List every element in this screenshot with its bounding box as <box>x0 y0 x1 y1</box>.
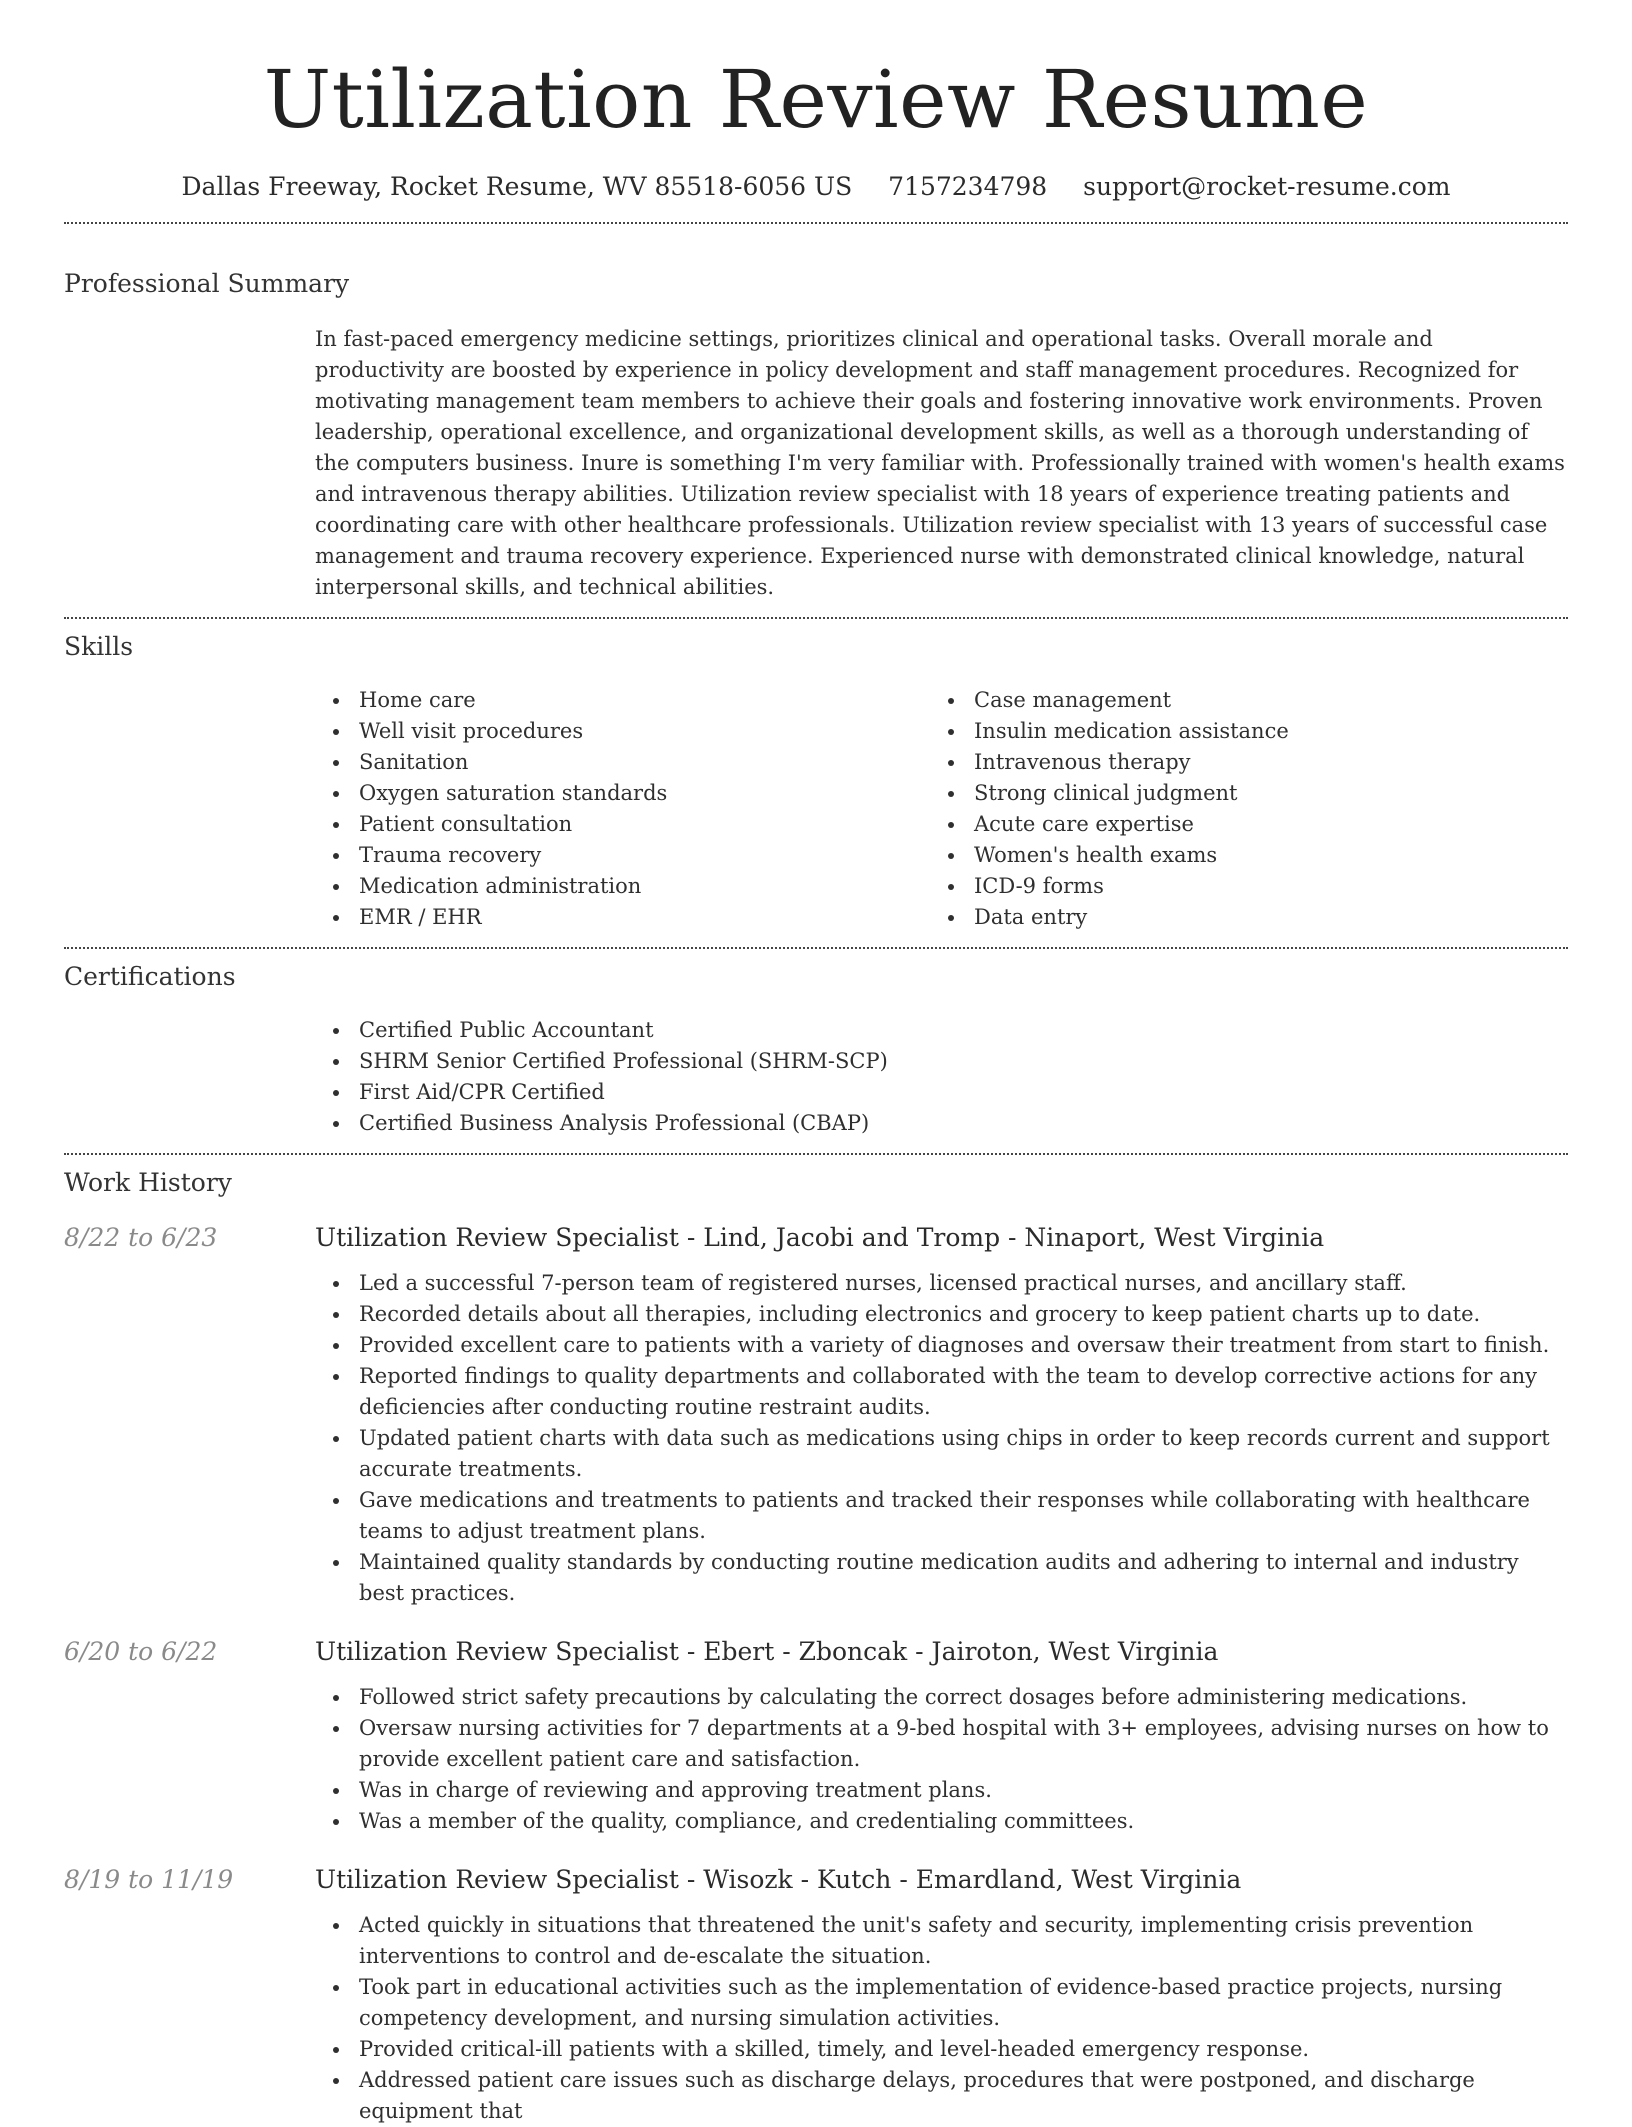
job-bullets <box>315 1268 1568 1609</box>
certifications-list <box>315 1015 1568 1139</box>
job-dates: 8/22 to 6/23 <box>64 1223 218 1252</box>
certifications-heading: Certifications <box>64 962 236 991</box>
skills-list-right <box>930 685 1545 933</box>
job-entry <box>64 1221 1568 1609</box>
skill-item: Women's health exams <box>930 840 1545 871</box>
skill-item: Case management <box>930 685 1545 716</box>
job-bullet: Was in charge of reviewing and approving treatment plans. <box>315 1775 1568 1806</box>
job-title: Utilization Review Specialist - Wisozk - Kutch - Emardland, West Virginia <box>315 1865 1242 1894</box>
job-bullet: Took part in educational activities such as the implementation of evidence-based practice projects, nursing competency development, and nursing simulation activities. <box>315 1972 1568 2034</box>
job-entry <box>64 1635 1568 1837</box>
summary-content <box>315 324 1568 603</box>
resume-page <box>64 0 1568 2127</box>
job-bullet: Gave medications and treatments to patients and tracked their responses while collaborating with healthcare teams to adjust treatment plans. <box>315 1485 1568 1547</box>
skill-item: Trauma recovery <box>315 840 930 871</box>
skills-heading: Skills <box>64 632 134 661</box>
certifications-content <box>315 1015 1568 1139</box>
resume-title: Utilization Review Resume <box>263 53 1369 146</box>
skill-item: ICD-9 forms <box>930 871 1545 902</box>
skills-grid <box>315 685 1568 933</box>
skill-item: Patient consultation <box>315 809 930 840</box>
skills-column-left <box>315 685 930 933</box>
job-entry <box>64 1863 1568 2127</box>
summary-section <box>64 224 1568 603</box>
skills-column-right <box>930 685 1545 933</box>
job-bullet: Updated patient charts with data such as medications using chips in order to keep records current and support accurate treatments. <box>315 1423 1568 1485</box>
skill-item: Acute care expertise <box>930 809 1545 840</box>
skill-item: Sanitation <box>315 747 930 778</box>
job-bullet: Was a member of the quality, compliance, and credentialing committees. <box>315 1806 1568 1837</box>
skill-item: Intravenous therapy <box>930 747 1545 778</box>
job-bullet: Followed strict safety precautions by calculating the correct dosages before administering medications. <box>315 1682 1568 1713</box>
job-title: Utilization Review Specialist - Lind, Jacobi and Tromp - Ninaport, West Virginia <box>315 1223 1325 1252</box>
job-bullet: Oversaw nursing activities for 7 departments at a 9-bed hospital with 3+ employees, advising nurses on how to provide excellent patient care and satisfaction. <box>315 1713 1568 1775</box>
contact-email: support@rocket-resume.com <box>1083 172 1451 201</box>
certification-item: Certified Public Accountant <box>315 1015 1568 1046</box>
summary-heading: Professional Summary <box>64 269 350 298</box>
job-content <box>315 1910 1568 2127</box>
job-bullet: Provided critical-ill patients with a skilled, timely, and level-headed emergency response. <box>315 2034 1568 2065</box>
job-bullet: Reported findings to quality departments and collaborated with the team to develop corrective actions for any deficiencies after conducting routine restraint audits. <box>315 1361 1568 1423</box>
job-bullet: Acted quickly in situations that threatened the unit's safety and security, implementing crisis prevention interventions to control and de-escalate the situation. <box>315 1910 1568 1972</box>
summary-text: In fast-paced emergency medicine settings, prioritizes clinical and operational tasks. Overall morale and productivity are boosted by experience in policy development and staff management procedures. Recognized for motivating management team members to achieve their goals and fostering innovative work environments. Proven leadership, operational excellence, and organizational development skills, as well as a thorough understanding of the computers business. Inure is something I'm very familiar with. Professionally trained with women's health exams and intravenous therapy abilities. Utilization review specialist with 18 years of experience treating patients and coordinating care with other healthcare professionals. Utilization review specialist with 13 years of successful case management and trauma recovery experience. Experienced nurse with demonstrated clinical knowledge, natural interpersonal skills, and technical abilities. <box>315 327 1565 599</box>
job-bullets <box>315 1910 1568 2127</box>
skill-item: Strong clinical judgment <box>930 778 1545 809</box>
certification-item: Certified Business Analysis Professional (CBAP) <box>315 1108 1568 1139</box>
skill-item: Oxygen saturation standards <box>315 778 930 809</box>
job-bullet: Provided excellent care to patients with a variety of diagnoses and oversaw their treatment from start to finish. <box>315 1330 1568 1361</box>
skill-item: Insulin medication assistance <box>930 716 1545 747</box>
skill-item: Data entry <box>930 902 1545 933</box>
skills-section <box>64 619 1568 933</box>
skill-item: Medication administration <box>315 871 930 902</box>
job-bullets <box>315 1682 1568 1837</box>
job-content <box>315 1268 1568 1609</box>
job-bullet: Maintained quality standards by conducting routine medication audits and adhering to internal and industry best practices. <box>315 1547 1568 1609</box>
certifications-section <box>64 949 1568 1139</box>
job-bullet: Addressed patient care issues such as discharge delays, procedures that were postponed, and discharge equipment that <box>315 2065 1568 2127</box>
contact-address: Dallas Freeway, Rocket Resume, WV 85518-6056 US <box>181 172 853 201</box>
job-content <box>315 1682 1568 1837</box>
skills-list-left <box>315 685 930 933</box>
job-bullet: Recorded details about all therapies, including electronics and grocery to keep patient charts up to date. <box>315 1299 1568 1330</box>
job-dates: 8/19 to 11/19 <box>64 1865 234 1894</box>
job-title: Utilization Review Specialist - Ebert - Zboncak - Jairoton, West Virginia <box>315 1637 1219 1666</box>
contact-line <box>64 170 1568 204</box>
skill-item: Home care <box>315 685 930 716</box>
contact-phone: 7157234798 <box>888 172 1048 201</box>
job-bullet: Led a successful 7-person team of registered nurses, licensed practical nurses, and ancillary staff. <box>315 1268 1568 1299</box>
work-history-heading: Work History <box>64 1168 232 1197</box>
skill-item: Well visit procedures <box>315 716 930 747</box>
work-history-section <box>64 1155 1568 2127</box>
certification-item: First Aid/CPR Certified <box>315 1077 1568 1108</box>
job-dates: 6/20 to 6/22 <box>64 1637 218 1666</box>
certification-item: SHRM Senior Certified Professional (SHRM-SCP) <box>315 1046 1568 1077</box>
skill-item: EMR / EHR <box>315 902 930 933</box>
